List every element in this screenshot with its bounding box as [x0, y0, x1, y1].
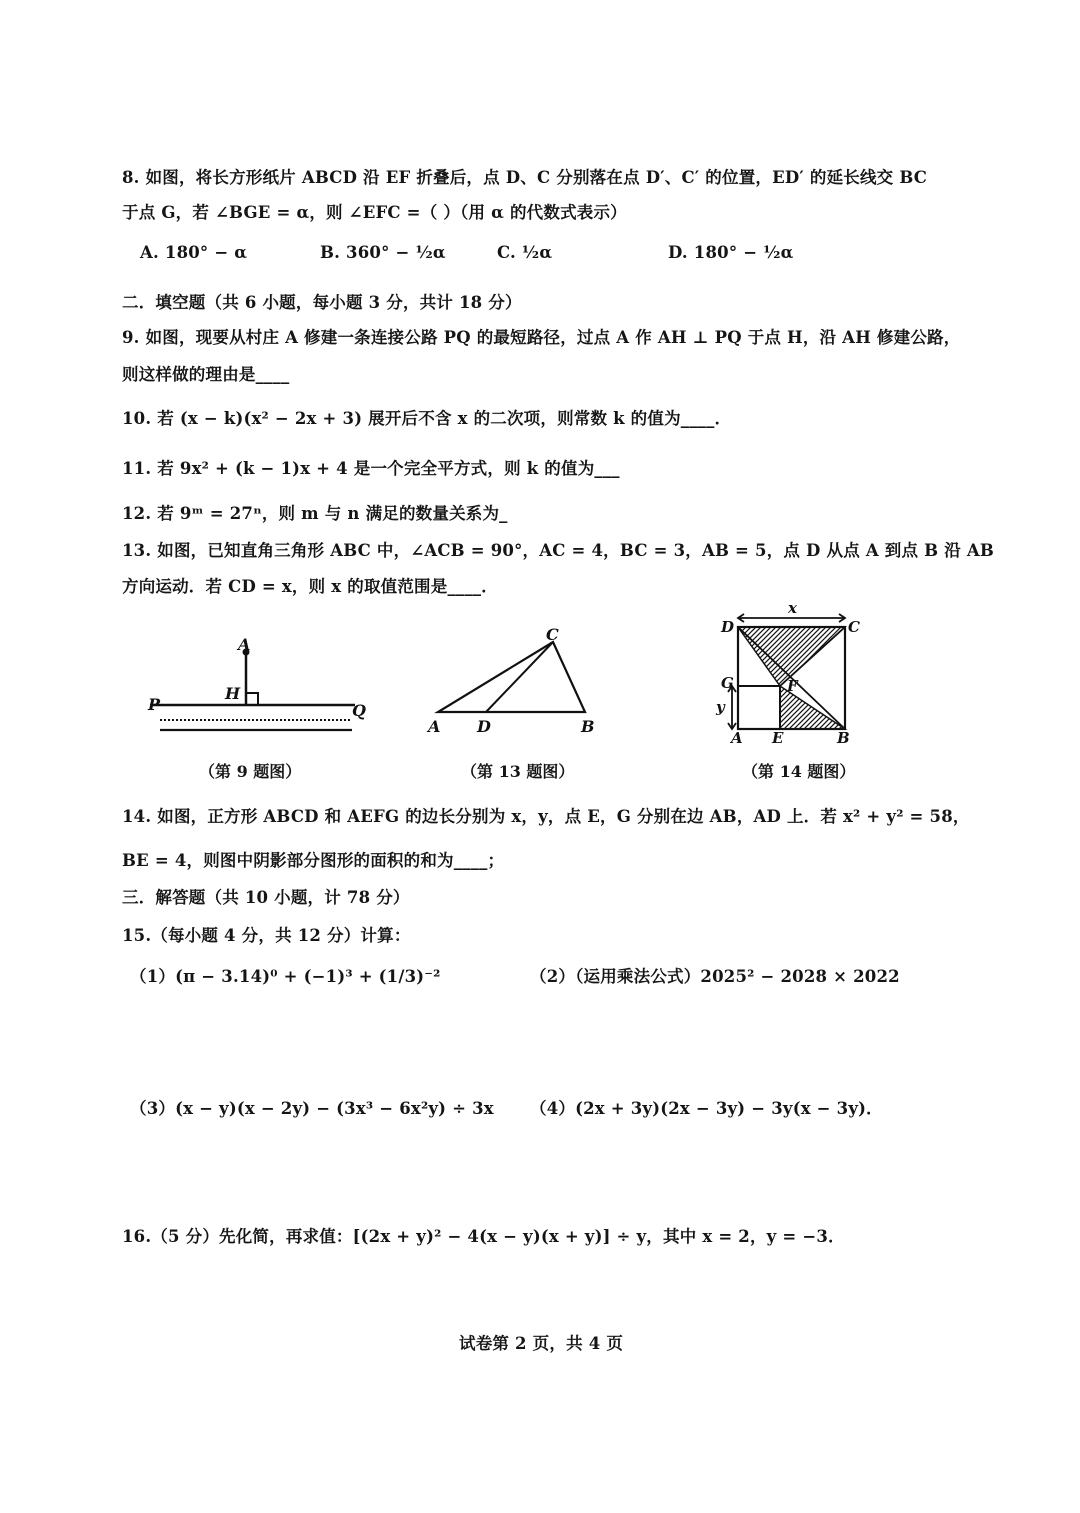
- q15-part3: （3）(x − y)(x − 2y) − (3x³ − 6x²y) ÷ 3x: [130, 1099, 494, 1118]
- label-a: A: [428, 717, 441, 736]
- q8-option-c: C. ½α: [497, 243, 553, 262]
- label-p: P: [148, 695, 161, 714]
- label-d: D: [477, 717, 491, 736]
- label-b: B: [837, 729, 850, 747]
- q8-line2: 于点 G，若 ∠BGE = α，则 ∠EFC =（ ）（用 α 的代数式表示）: [122, 203, 627, 222]
- section3-heading: 三．解答题（共 10 小题，计 78 分）: [122, 888, 410, 907]
- label-a: A: [238, 635, 251, 654]
- q9-line1: 9. 如图，现要从村庄 A 修建一条连接公路 PQ 的最短路径，过点 A 作 AH ⊥ PQ 于点 H，沿 AH 修建公路，: [122, 328, 961, 347]
- label-h: H: [225, 684, 241, 703]
- label-y: y: [716, 698, 725, 716]
- label-q: Q: [352, 701, 366, 720]
- q8-option-d: D. 180° − ½α: [668, 243, 794, 262]
- q12: 12. 若 9ᵐ = 27ⁿ，则 m 与 n 满足的数量关系为_: [122, 504, 508, 523]
- q8-option-a: A. 180° − α: [140, 243, 248, 262]
- q15-title: 15.（每小题 4 分，共 12 分）计算：: [122, 926, 411, 945]
- section2-heading: 二．填空题（共 6 小题，每小题 3 分，共计 18 分）: [122, 293, 522, 312]
- q9-line2: 则这样做的理由是____: [122, 365, 290, 384]
- label-x: x: [788, 599, 797, 617]
- figure-14-diagram: [710, 598, 870, 748]
- q15-part1: （1）(π − 3.14)⁰ + (−1)³ + (1/3)⁻²: [130, 967, 441, 986]
- label-c: C: [848, 618, 860, 636]
- figure-9-diagram: [140, 630, 370, 745]
- label-b: B: [581, 717, 595, 736]
- q14-line2: BE = 4，则图中阴影部分图形的面积的和为____；: [122, 851, 505, 870]
- q16: 16.（5 分）先化简，再求值：[(2x + y)² − 4(x − y)(x + y)] ÷ y，其中 x = 2，y = −3．: [122, 1227, 845, 1246]
- figure-9-caption: （第 9 题图）: [199, 762, 302, 781]
- page-footer: 试卷第 2 页，共 4 页: [459, 1334, 624, 1353]
- q14-line1: 14. 如图，正方形 ABCD 和 AEFG 的边长分别为 x，y，点 E，G 分别在边 AB，AD 上．若 x² + y² = 58，: [122, 807, 970, 826]
- q8-option-b: B. 360° − ½α: [320, 243, 446, 262]
- figure-14-caption: （第 14 题图）: [742, 762, 856, 781]
- q13-line1: 13. 如图，已知直角三角形 ABC 中，∠ACB = 90°，AC = 4，BC = 3，AB = 5，点 D 从点 A 到点 B 沿 AB: [122, 541, 995, 560]
- label-e: E: [772, 729, 784, 747]
- label-g: G: [721, 674, 734, 692]
- label-c: C: [546, 625, 559, 644]
- square-aefg: [738, 686, 780, 729]
- q11: 11. 若 9x² + (k − 1)x + 4 是一个完全平方式，则 k 的值为___: [122, 459, 620, 478]
- q15-part4: （4）(2x + 3y)(2x − 3y) − 3y(x − 3y)．: [530, 1099, 883, 1118]
- right-angle-mark: [246, 693, 258, 705]
- figure-13-caption: （第 13 题图）: [461, 762, 575, 781]
- label-d: D: [721, 618, 735, 636]
- label-f: F: [787, 677, 798, 695]
- q8-line1: 8. 如图，将长方形纸片 ABCD 沿 EF 折叠后，点 D、C 分别落在点 D′、C′ 的位置，ED′ 的延长线交 BC: [122, 168, 928, 187]
- q10: 10. 若 (x − k)(x² − 2x + 3) 展开后不含 x 的二次项，则常数 k 的值为____．: [122, 409, 732, 428]
- q15-part2: （2）（运用乘法公式）2025² − 2028 × 2022: [530, 967, 900, 986]
- triangle-abc: [438, 642, 585, 712]
- label-a: A: [731, 729, 743, 747]
- figure-13-diagram: [420, 620, 610, 740]
- q13-line2: 方向运动．若 CD = x，则 x 的取值范围是____．: [122, 577, 498, 596]
